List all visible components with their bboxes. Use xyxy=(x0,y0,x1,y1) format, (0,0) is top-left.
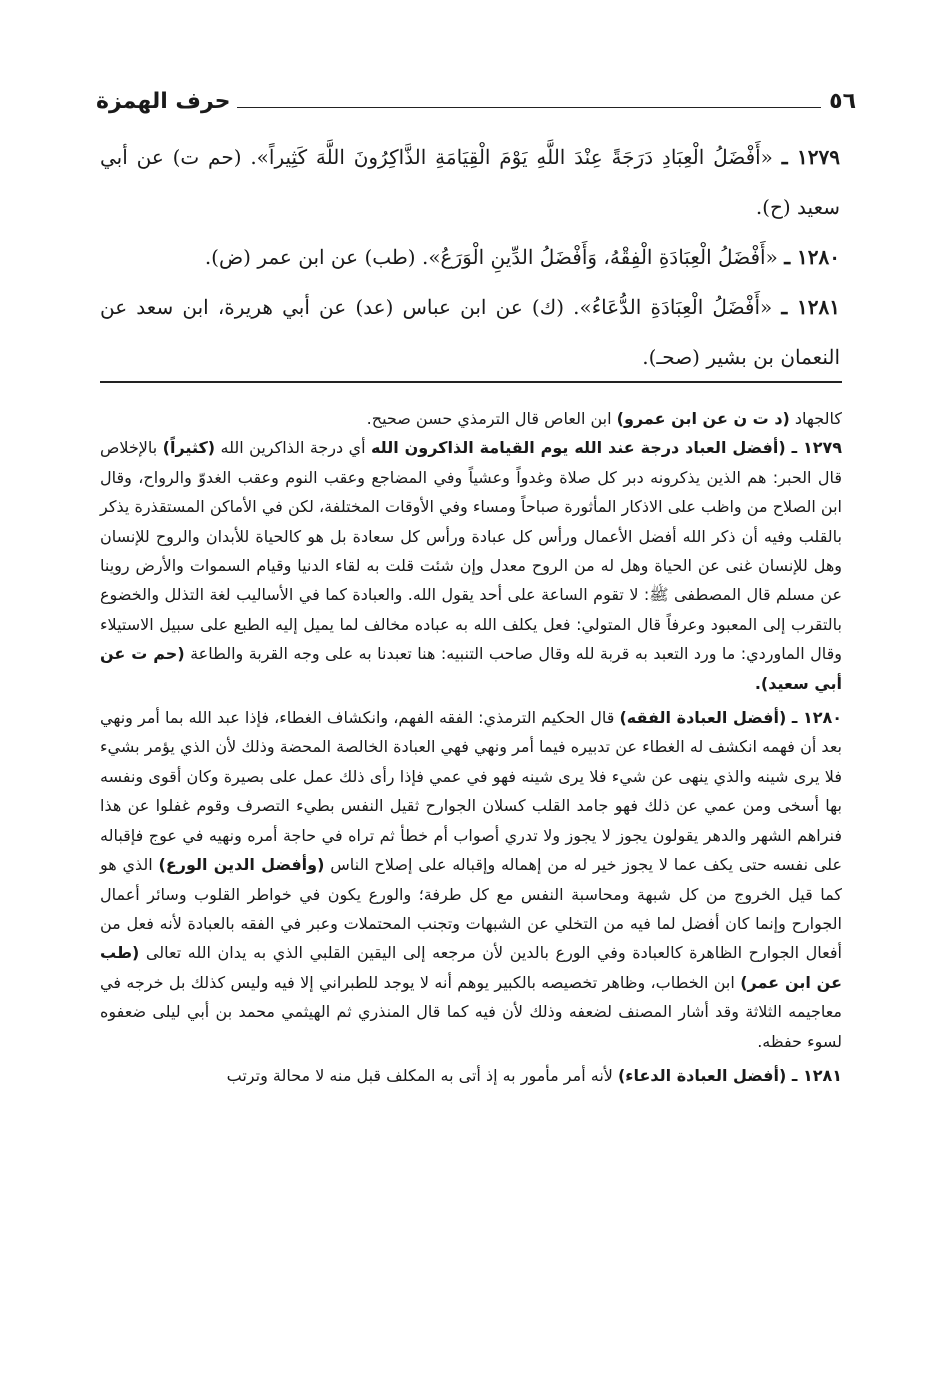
entry-text: «أَفْضَلُ الْعِبَادَةِ الدُّعَاءُ». (ك) عن ابن عباس (عد) عن أبي هريرة، ابن سعد عن النعمان بن بشير (صحـ). xyxy=(100,295,840,369)
text-run: لأنه أمر مأمور به إذ أتى به المكلف قبل منه لا محالة وترتب xyxy=(226,1065,618,1085)
entry-text: «أَفْضَلُ الْعِبَادَةِ الْفِقْهُ، وَأَفْضَلُ الدِّينِ الْوَرَعُ». (طب) عن ابن عمر (ض). xyxy=(204,245,778,269)
commentary-text xyxy=(100,404,842,1090)
text-run: بالإخلاص قال الحبر: هم الذين يذكرونه دبر كل صلاة وغدواً وعشياً وفي المضاجع وعقب النوم وعقب الغدوّ والرواح، وقال ابن الصلاح من واظب على الاذكار المأثورة صباحاً ومساء وفي الأوقات المختلفة، لكن في الأماكن المستقذرة يذكر بالقلب وفيه أن ذكر الله أفضل الأعمال ورأس كل عبادة ورأس كل سعادة بل هو كالحياة للأبدان والروح للإنسان وهل للإنسان غنى عن الحياة وهل له من الروح معدل وإن شئت قلت به لقاء الدنيا وقيام السموات والأرض روينا عن مسلم قال المصطفى ﷺ: لا تقوم الساعة على أحد يقول الله. والعبادة كما في الأساليب لغة التذلل والخضوع بالتقرب إلى المعبود وعرفاً قال المتولي: فعل يكلف الله به عباده مخالف لما يميل إليه الطبع على سبيل الاستيلاء وقال الماوردي: ما ورد التعبد به قربة لله وقال صاحب التنبيه: هنا تعبدنا به على وجه القربة والطاعة xyxy=(100,438,842,664)
entry-text: «أَفْضَلُ الْعِبَادِ دَرَجَةً عِنْدَ اللَّهِ يَوْمَ الْقِيَامَةِ الذَّاكِرُونَ اللَّهَ كَثِيراً». (حم ت) عن أبي سعيد (ح). xyxy=(100,145,840,219)
entry-number: ١٢٨٠ ـ xyxy=(784,245,840,269)
header-rule xyxy=(237,107,822,108)
quoted-phrase: (وأفضل الدين الورع) xyxy=(158,855,325,875)
source-ref: (د ت ن عن ابن عمرو) xyxy=(616,409,790,428)
text-run: ابن العاص قال الترمذي حسن صحيح. xyxy=(366,409,617,428)
hadith-entry-1281 xyxy=(100,282,840,382)
entry-number: ١٢٧٩ ـ xyxy=(781,145,840,169)
main-text xyxy=(100,132,840,382)
source-ref: (طب عن ابن عمر) xyxy=(100,943,843,992)
hadith-entry-1279 xyxy=(100,132,840,232)
hadith-entry-1280 xyxy=(100,232,840,282)
text-run: الذي هو كما قيل الخروج من كل شبهة ومحاسبة النفس مع كل طرفة؛ والورع يكون في خواطر القلوب وسائر أعمال الجوارح وإنما كان أفضل لما فيه من التخلي عن الشبهات وتجنب المحتملات وعبر في الفقه بالعبادة لأنه فعل من أفعال الجوارح الظاهرة كالعبادة وفي الورع بالدين لأن مرجعه إلى اليقين القلبي الذي به يدان الله تعالى xyxy=(100,855,842,963)
commentary-1279 xyxy=(100,433,842,698)
page-number: ٥٦ xyxy=(829,89,856,114)
commentary-heading: ١٢٧٩ ـ (أفضل العباد درجة عند الله يوم القيامة الذاكرون الله xyxy=(370,438,843,458)
page-header xyxy=(96,74,856,114)
commentary-heading: ١٢٨٠ ـ (أفضل العبادة الفقه) xyxy=(619,708,842,728)
chapter-title: حرف الهمزة xyxy=(96,89,231,114)
text-run: كالجهاد xyxy=(789,409,842,428)
commentary-1281 xyxy=(100,1061,842,1090)
text-run: أي درجة الذاكرين الله xyxy=(215,438,371,458)
quoted-word: (كثيراً) xyxy=(162,438,216,458)
section-divider xyxy=(100,381,842,383)
commentary-1280 xyxy=(100,703,842,1056)
text-run: قال الحكيم الترمذي: الفقه الفهم، وانكشاف الغطاء، فإذا عبد الله بما أمر ونهي بعد أن فهمه انكشف له الغطاء عن تدبيره فيما أمر ونهي فهي العبادة الخالصة المحضة وذلك لأن الذي يؤمر بشيء فلا يرى شينه والذي ينهى عن شيء فلا يرى شينه فهو في عمي فإذا رأى ذلك عمل على بصيرة وكان أقوى ونفسه بها أسخى ومن عمي عن ذلك فهو جامد القلب كسلان الجوارح ثقيل النفس بطيء التصرف وقوم غفلوا عن هذا فنراهم الشهر والدهر يقولون يجوز لا يجوز ولا تدري أصواب أم خطأ ثم تراه في حاجة أمره ونهيه في عوج فإقباله على نفسه حتى يكف عما لا يجوز خير له من إهماله وإقباله على إصلاح الناس xyxy=(100,708,843,875)
text-run: ابن الخطاب، وظاهر تخصيصه بالكبير يوهم أنه لا يوجد للطبراني إلا فيه وليس كذلك بل خرجه في معاجيمه الثلاثة وقد أشار المصنف لضعفه وذلك لأن فيه كما قال المنذري ثم الهيثمي محمد بن أبي ليلى ضعفوه لسوء حفظه. xyxy=(100,972,842,1051)
commentary-heading: ١٢٨١ ـ (أفضل العبادة الدعاء) xyxy=(617,1065,842,1085)
commentary-intro xyxy=(100,404,842,433)
source-ref: (حم ت عن أبي سعيد). xyxy=(100,644,842,693)
entry-number: ١٢٨١ ـ xyxy=(781,295,840,319)
